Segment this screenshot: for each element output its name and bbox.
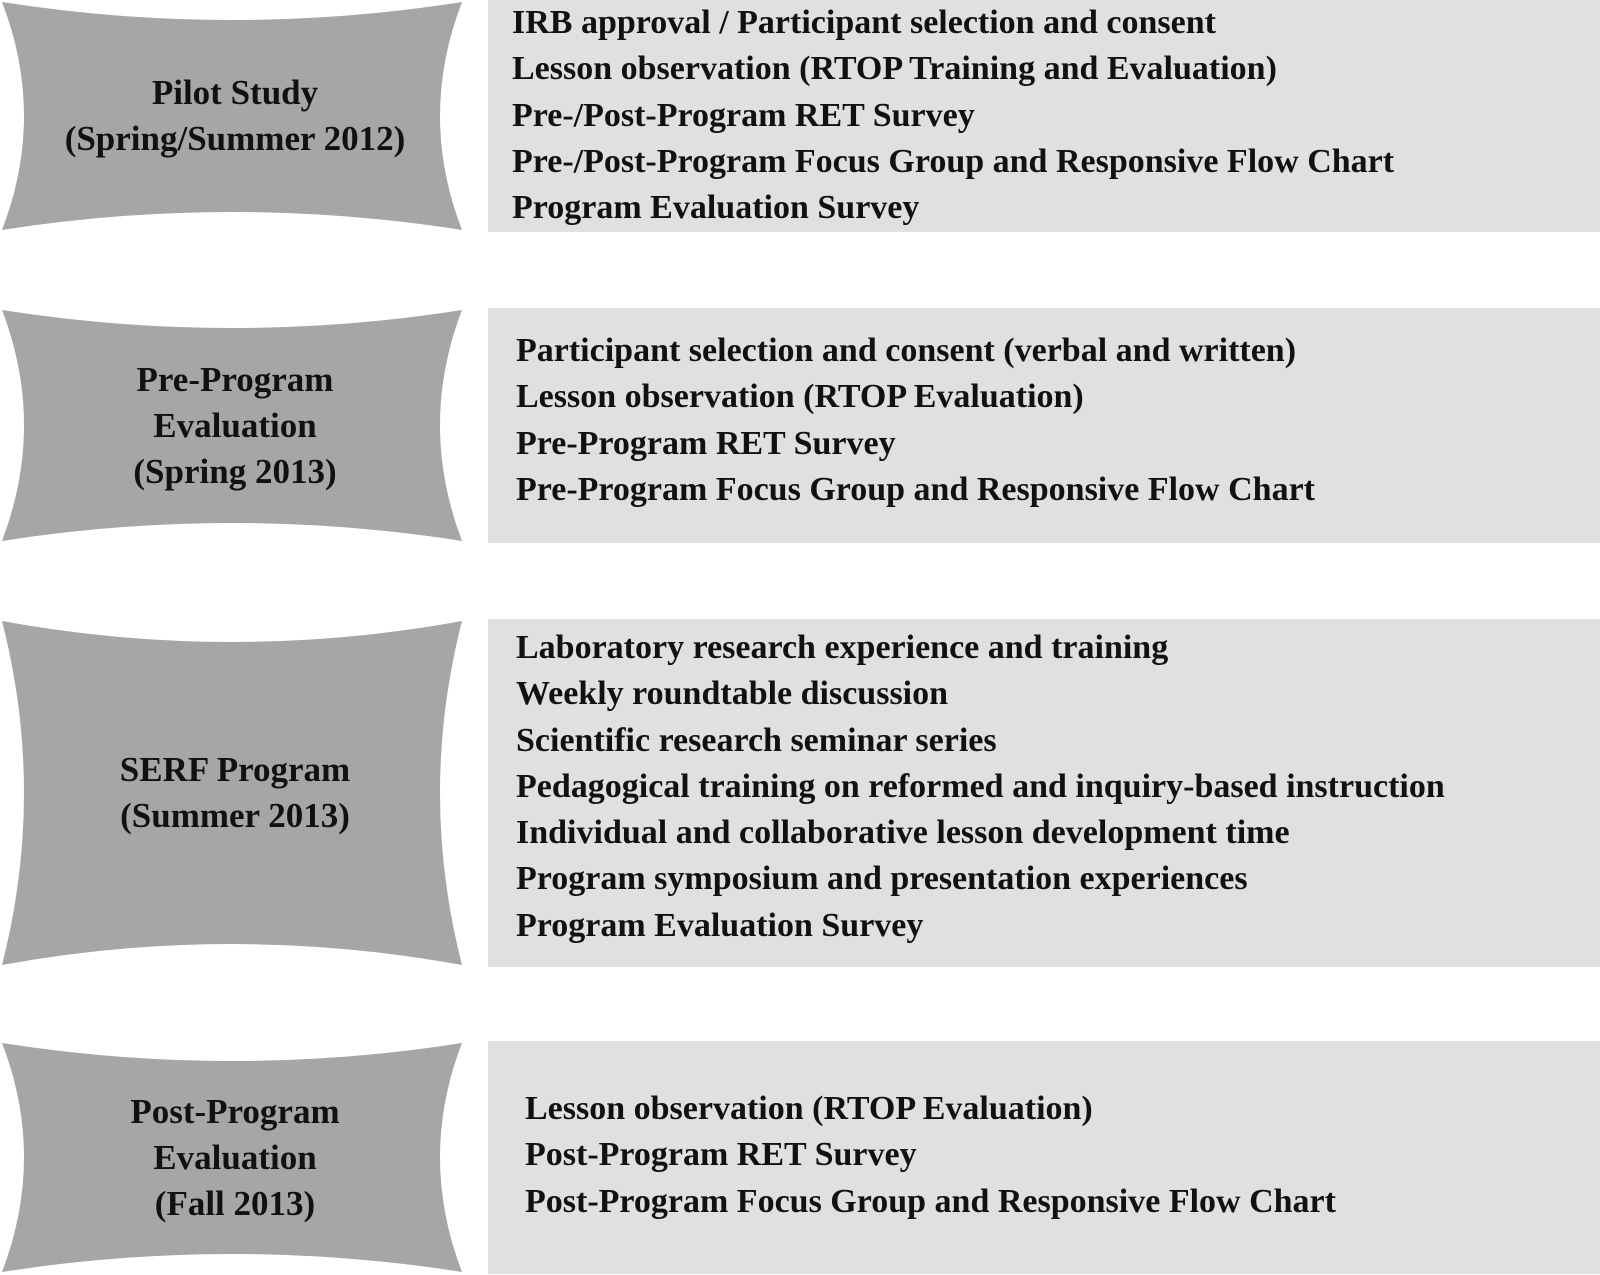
stage-pre-program-evaluation	[0, 308, 1600, 543]
activity-list	[512, 0, 1394, 231]
stage-title	[0, 308, 470, 543]
activity-item: Pre-/Post-Program Focus Group and Responsive Flow Chart	[512, 142, 1395, 180]
activity-item: Pedagogical training on reformed and inquiry-based instruction	[516, 767, 1445, 805]
activity-item: Post-Program RET Survey	[525, 1136, 917, 1174]
stage-title-line: (Spring/Summer 2012)	[64, 119, 406, 158]
stage-title-line: Evaluation	[153, 1137, 317, 1177]
stage-banner	[0, 308, 470, 543]
stage-title-line: (Fall 2013)	[154, 1183, 316, 1223]
stage-banner	[0, 0, 470, 232]
stage-title-line: (Summer 2013)	[120, 796, 350, 835]
activity-item: Individual and collaborative lesson development time	[516, 814, 1290, 852]
stage-post-program-evaluation	[0, 1041, 1600, 1274]
stage-serf-program	[0, 619, 1600, 967]
stage-title	[0, 1041, 470, 1274]
activity-item: IRB approval / Participant selection and consent	[512, 4, 1216, 41]
stage-banner	[0, 619, 470, 967]
stage-title-line: (Spring 2013)	[133, 451, 337, 491]
stage-title	[0, 619, 470, 967]
activity-item: Weekly roundtable discussion	[516, 675, 949, 713]
activity-list	[516, 625, 1445, 949]
activity-item: Program Evaluation Survey	[512, 189, 920, 227]
activity-item: Lesson observation (RTOP Training and Evaluation)	[512, 50, 1277, 88]
stage-title	[0, 0, 470, 232]
activity-item: Program Evaluation Survey	[516, 906, 924, 944]
stage-title-line: Post-Program	[130, 1091, 340, 1131]
stage-title-line: Pilot Study	[151, 73, 319, 112]
activity-item: Pre-/Post-Program RET Survey	[512, 96, 975, 134]
activity-item: Program symposium and presentation experiences	[516, 860, 1248, 898]
activity-item: Lesson observation (RTOP Evaluation)	[516, 378, 1084, 416]
stage-title-line: SERF Program	[119, 750, 351, 789]
activity-list	[525, 1086, 1336, 1225]
activity-item: Pre-Program Focus Group and Responsive Flow Chart	[516, 470, 1315, 508]
stage-pilot-study	[0, 0, 1600, 232]
stage-title-line: Pre-Program	[136, 359, 334, 399]
activity-item: Scientific research seminar series	[516, 721, 997, 759]
activity-item: Laboratory research experience and training	[516, 629, 1169, 666]
activity-list	[516, 328, 1315, 513]
stage-title-line: Evaluation	[153, 405, 317, 445]
activity-item: Participant selection and consent (verbal and written)	[516, 332, 1297, 369]
activity-item: Lesson observation (RTOP Evaluation)	[525, 1090, 1093, 1127]
stage-banner	[0, 1041, 470, 1274]
activity-item: Pre-Program RET Survey	[516, 424, 896, 462]
activity-item: Post-Program Focus Group and Responsive Flow Chart	[525, 1182, 1336, 1220]
